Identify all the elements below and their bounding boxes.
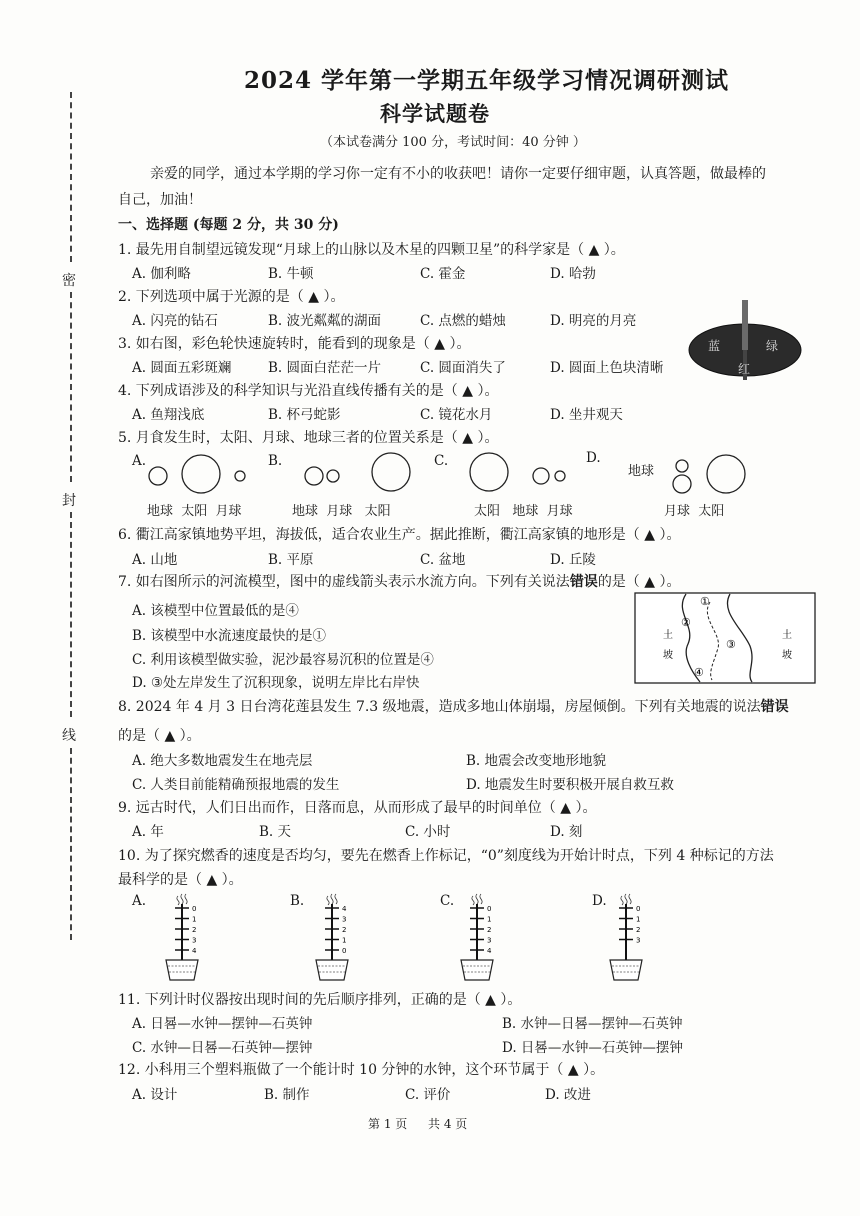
q12-option-a: A. 设计 [132, 1087, 178, 1103]
q3-option-d: D. 圆面上色块清晰 [550, 360, 664, 376]
wheel-label-red: 红 [738, 362, 751, 376]
q11-option-c: C. 水钟—日晷—石英钟—摆钟 [132, 1040, 313, 1056]
q5d-earth [673, 475, 691, 493]
incense-b [310, 892, 360, 984]
incense-d [604, 892, 654, 984]
q2-option-a: A. 闪亮的钻石 [132, 313, 218, 329]
q9-option-d: D. 刻 [550, 824, 583, 840]
q11-stem: 11. 下列计时仪器按出现时间的先后顺序排列，正确的是（ ▲ ）。 [118, 992, 522, 1008]
q6-option-d: D. 丘陵 [550, 552, 596, 568]
q5-caption-b: 地球 月球 太阳 [292, 504, 391, 519]
q9-option-c: C. 小时 [405, 824, 451, 840]
q1-stem: 1. 最先用自制望远镜发现“月球上的山脉以及木星的四颗卫星”的科学家是（ ▲ ）。 [118, 242, 625, 258]
q4-stem: 4. 下列成语涉及的科学知识与光沿直线传播有关的是（ ▲ ）。 [118, 383, 499, 399]
binding-mark-seal2: 封 [62, 493, 76, 509]
q8-stem-line1 [118, 696, 789, 716]
river-point-4: ④ [694, 666, 704, 679]
q11-option-d: D. 日晷—水钟—石英钟—摆钟 [502, 1040, 683, 1056]
page-subtitle: 科学试题卷 [380, 101, 490, 126]
slope-right-2: 坡 [782, 650, 792, 661]
incense-tick-label: 3 [192, 936, 197, 945]
binding-line-1 [70, 92, 72, 262]
q1-option-a: A. 伽利略 [132, 266, 191, 282]
q5-label-c: C. [434, 453, 449, 469]
q8-option-c: C. 人类目前能精确预报地震的发生 [132, 777, 340, 793]
binding-line-4 [70, 748, 72, 940]
slope-right-1: 土 [782, 630, 792, 641]
footer-page: 第 1 页 [368, 1117, 408, 1131]
q3-option-b: B. 圆面白茫茫一片 [268, 360, 382, 376]
q10-label-d: D. [592, 893, 607, 909]
q5-label-d: D. [586, 450, 601, 466]
q8-option-d: D. 地震发生时要积极开展自救互救 [466, 777, 674, 793]
river-point-3: ③ [726, 638, 736, 651]
q6-option-b: B. 平原 [268, 552, 314, 568]
q10-label-a: A. [132, 893, 147, 909]
q6-option-c: C. 盆地 [420, 552, 466, 568]
q3-option-a: A. 圆面五彩斑斓 [132, 360, 232, 376]
q9-option-a: A. 年 [132, 824, 164, 840]
q5-caption-d-top: 地球 [628, 464, 655, 479]
incense-tick-label: 3 [342, 915, 347, 924]
q7-option-d: D. ③处左岸发生了沉积现象，说明左岸比右岸快 [132, 675, 420, 691]
intro-line-1: 亲爱的同学，通过本学期的学习你一定有不小的收获吧！请你一定要仔细审题，认真答题，做最棒的 [150, 166, 766, 182]
incense-tick-label: 3 [487, 936, 492, 945]
q2-option-d: D. 明亮的月亮 [550, 313, 637, 329]
incense-tick-label: 3 [636, 936, 641, 945]
q10-stem-line2: 最科学的是（ ▲ ）。 [118, 872, 243, 888]
q5d-moon-small [676, 460, 688, 472]
q11-option-a: A. 日晷—水钟—摆钟—石英钟 [132, 1016, 313, 1032]
river-model-figure [634, 592, 816, 684]
slope-left-2: 坡 [663, 650, 673, 661]
wheel-label-green: 绿 [766, 339, 779, 353]
q10-label-b: B. [290, 893, 305, 909]
incense-tick-label: 2 [487, 926, 492, 934]
q8-stem-line2: 的是（ ▲ ）。 [118, 728, 201, 744]
q1-option-d: D. 哈勃 [550, 266, 596, 282]
q10-label-c: C. [440, 893, 455, 909]
q5-label-b: B. [268, 453, 283, 469]
q5c-moon [555, 471, 565, 481]
q11-option-b: B. 水钟—日晷—摆钟—石英钟 [502, 1016, 683, 1032]
q5b-moon [327, 470, 339, 482]
q5b-sun [372, 453, 410, 491]
q4-option-b: B. 杯弓蛇影 [268, 407, 341, 423]
q7-stem-pre: 7. 如右图所示的河流模型，图中的虚线箭头表示水流方向。下列有关说法 [118, 574, 570, 590]
q12-option-c: C. 评价 [405, 1087, 451, 1103]
q1-option-b: B. 牛顿 [268, 266, 314, 282]
q8-option-b: B. 地震会改变地形地貌 [466, 753, 607, 769]
q5-caption-a: 地球 太阳 月球 [147, 504, 242, 519]
q7-option-b: B. 该模型中水流速度最快的是① [132, 628, 327, 644]
incense-c [455, 892, 505, 984]
color-wheel-figure [686, 298, 804, 390]
incense-a [160, 892, 210, 984]
q7-stem [118, 571, 680, 591]
q4-option-a: A. 鱼翔浅底 [132, 407, 205, 423]
incense-tick-label: 1 [636, 915, 641, 924]
incense-tick-label: 2 [192, 926, 197, 934]
q5-stem: 5. 月食发生时，太阳、月球、地球三者的位置关系是（ ▲ ）。 [118, 430, 499, 446]
q9-option-b: B. 天 [259, 824, 292, 840]
q2-option-b: B. 波光粼粼的湖面 [268, 313, 382, 329]
q2-stem: 2. 下列选项中属于光源的是（ ▲ ）。 [118, 289, 345, 305]
q5c-earth [533, 468, 549, 484]
q5a-moon [235, 471, 245, 481]
incense-tick-label: 0 [342, 947, 347, 955]
incense-tick-label: 2 [636, 926, 641, 934]
q4-option-c: C. 镜花水月 [420, 407, 493, 423]
incense-tick-label: 2 [342, 926, 347, 934]
river-point-1: ① [700, 595, 710, 608]
q5d-sun [707, 455, 745, 493]
incense-tick-label: 0 [487, 905, 492, 913]
q12-option-b: B. 制作 [264, 1087, 310, 1103]
river-point-2: ② [681, 616, 691, 629]
q6-option-a: A. 山地 [132, 552, 178, 568]
q7-stem-post: 的是（ ▲ ）。 [597, 574, 681, 590]
q5-label-a: A. [132, 453, 147, 469]
q3-stem: 3. 如右图，彩色轮快速旋转时，能看到的现象是（ ▲ ）。 [118, 336, 471, 352]
binding-mark-line: 线 [62, 728, 76, 744]
q12-option-d: D. 改进 [545, 1087, 591, 1103]
q2-option-c: C. 点燃的蜡烛 [420, 313, 506, 329]
q8-stem-pre: 8. 2024 年 4 月 3 日台湾花莲县发生 7.3 级地震，造成多地山体崩塌，房屋倾倒。下列有关地震的说法 [118, 699, 761, 715]
q4-option-d: D. 坐井观天 [550, 407, 623, 423]
binding-line-3 [70, 512, 72, 717]
q5a-sun [182, 455, 220, 493]
q5b-earth [305, 467, 323, 485]
slope-left-1: 土 [663, 630, 673, 641]
q5-caption-d-bottom: 月球 太阳 [664, 504, 725, 519]
incense-tick-label: 0 [636, 905, 641, 913]
incense-tick-label: 4 [342, 905, 347, 913]
footer-total: 共 4 页 [428, 1117, 468, 1131]
incense-tick-label: 1 [342, 936, 347, 945]
incense-tick-label: 4 [487, 947, 492, 955]
wheel-label-blue: 蓝 [708, 339, 721, 353]
intro-line-2: 自己，加油！ [118, 192, 202, 208]
q7-option-a: A. 该模型中位置最低的是④ [132, 603, 299, 619]
q7-stem-bold: 错误 [569, 574, 598, 590]
q5-caption-c: 太阳 地球 月球 [474, 504, 573, 519]
exam-note: （本试卷满分 100 分，考试时间：40 分钟 ） [320, 135, 586, 150]
q1-option-c: C. 霍金 [420, 266, 466, 282]
q12-stem: 12. 小科用三个塑料瓶做了一个能计时 10 分钟的水钟，这个环节属于（ ▲ ）。 [118, 1062, 605, 1078]
page-title: 2024 学年第一学期五年级学习情况调研测试 [244, 67, 730, 94]
binding-mark-seal: 密 [62, 273, 76, 289]
q5-diagram [140, 452, 760, 498]
incense-tick-label: 1 [192, 915, 197, 924]
q8-stem-bold: 错误 [760, 699, 789, 715]
q5a-earth [149, 467, 167, 485]
q9-stem: 9. 远古时代，人们日出而作，日落而息，从而形成了最早的时间单位（ ▲ ）。 [118, 800, 597, 816]
incense-tick-label: 4 [192, 947, 197, 955]
incense-tick-label: 0 [192, 905, 197, 913]
binding-line-2 [70, 292, 72, 482]
q6-stem: 6. 衢江高家镇地势平坦，海拔低，适合农业生产。据此推断，衢江高家镇的地形是（ ▲ ）。 [118, 527, 681, 543]
q7-option-c: C. 利用该模型做实验，泥沙最容易沉积的位置是④ [132, 652, 434, 668]
incense-tick-label: 1 [487, 915, 492, 924]
section-heading: 一、选择题 (每题 2 分，共 30 分) [118, 217, 339, 233]
q5c-sun [470, 453, 508, 491]
q10-stem-line1: 10. 为了探究燃香的速度是否均匀，要先在燃香上作标记，“0”刻度线为开始计时点，下列 4 种标记的方法 [118, 848, 774, 864]
q3-option-c: C. 圆面消失了 [420, 360, 506, 376]
q8-option-a: A. 绝大多数地震发生在地壳层 [132, 753, 313, 769]
